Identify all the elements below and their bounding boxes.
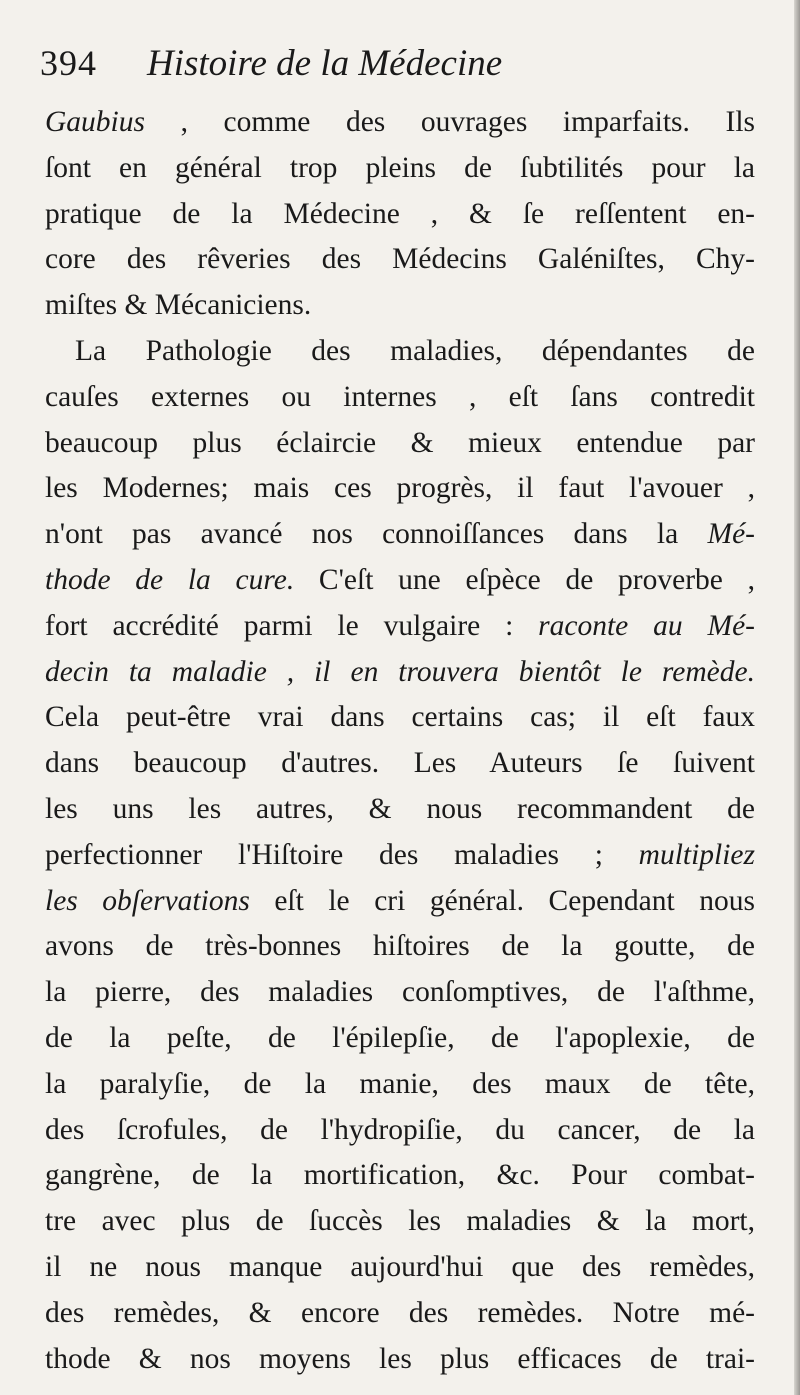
- text-line: [45, 192, 755, 238]
- text-run: dans beaucoup d'autres. Les Auteurs ſe ſuivent: [45, 747, 755, 780]
- text-line: [45, 650, 755, 696]
- text-line: [45, 1245, 755, 1291]
- text-run: Cela peut-être vrai dans certains cas; il eſt faux: [45, 701, 755, 734]
- text-run: La Pathologie des maladies, dépendantes de: [75, 334, 755, 367]
- text-line: [45, 970, 755, 1016]
- text-run: perfectionner l'Hiſtoire des maladies ;: [45, 838, 639, 871]
- text-line: [45, 833, 755, 879]
- text-line: [45, 741, 755, 787]
- italic-text: thode de la cure.: [45, 563, 295, 596]
- text-line: [45, 879, 755, 925]
- text-line: [45, 146, 755, 192]
- text-run: thode & nos moyens les plus efficaces de trai-: [45, 1342, 755, 1375]
- text-run: eſt le cri général. Cependant nous: [249, 884, 755, 917]
- italic-text: raconte au Mé-: [538, 609, 755, 642]
- text-run: les uns les autres, & nous recommandent de: [45, 792, 755, 825]
- page-number: 394: [40, 43, 97, 83]
- italic-text: decin ta maladie , il en trouvera bientôt le remède.: [45, 655, 755, 688]
- body-text: [45, 100, 755, 1382]
- text-line: [45, 924, 755, 970]
- text-line: [45, 1291, 755, 1337]
- text-line: [45, 1108, 755, 1154]
- text-line: [45, 1016, 755, 1062]
- italic-text: les obſervations: [45, 884, 250, 917]
- text-run: beaucoup plus éclaircie & mieux entendue par: [45, 426, 755, 459]
- text-run: les Modernes; mais ces progrès, il faut l'avouer ,: [45, 472, 755, 505]
- text-run: la pierre, des maladies conſomptives, de l'aſthme,: [45, 976, 755, 1009]
- text-line: [45, 787, 755, 833]
- text-run: miſtes & Mécaniciens.: [45, 289, 312, 322]
- text-run: des ſcrofules, de l'hydropiſie, du cancer, de la: [45, 1113, 755, 1146]
- italic-text: Mé-: [707, 518, 755, 551]
- text-run: la paralyſie, de la manie, des maux de tête,: [45, 1067, 755, 1100]
- running-title: Histoire de la Médecine: [147, 43, 503, 84]
- italic-text: multipliez: [638, 838, 755, 871]
- text-line: [45, 421, 755, 467]
- italic-text: Gaubius: [45, 106, 145, 138]
- text-line: [45, 466, 755, 512]
- text-run: cauſes externes ou internes , eſt ſans contredit: [45, 380, 755, 413]
- text-run: de la peſte, de l'épilepſie, de l'apoplexie, de: [45, 1021, 755, 1054]
- text-line: [45, 375, 755, 421]
- text-run: tre avec plus de ſuccès les maladies & la mort,: [45, 1205, 755, 1238]
- text-line: [45, 329, 755, 375]
- text-line: [45, 1153, 755, 1199]
- page-header: [40, 42, 740, 92]
- text-run: n'ont pas avancé nos connoiſſances dans la: [45, 518, 708, 551]
- text-line: [45, 512, 755, 558]
- text-line: [45, 283, 755, 329]
- text-line: [45, 695, 755, 741]
- text-run: avons de très-bonnes hiſtoires de la goutte, de: [45, 930, 755, 963]
- text-run: fort accrédité parmi le vulgaire :: [45, 609, 539, 642]
- text-line: [45, 1337, 755, 1383]
- text-run: core des rêveries des Médecins Galéniſtes, Chy-: [45, 243, 755, 276]
- text-line: [45, 1199, 755, 1245]
- text-line: [45, 604, 755, 650]
- text-line: [45, 1062, 755, 1108]
- text-run: ſont en général trop pleins de ſubtilités pour la: [45, 151, 755, 184]
- text-run: C'eſt une eſpèce de proverbe ,: [294, 563, 755, 596]
- text-line: [45, 558, 755, 604]
- text-run: , comme des ouvrages imparfaits. Ils: [144, 106, 755, 138]
- text-run: des remèdes, & encore des remèdes. Notre mé-: [45, 1296, 755, 1329]
- text-line: [45, 237, 755, 283]
- text-run: il ne nous manque aujourd'hui que des remèdes,: [45, 1250, 755, 1283]
- text-run: pratique de la Médecine , & ſe reſſentent en-: [45, 197, 755, 230]
- text-line: [45, 100, 755, 146]
- text-run: gangrène, de la mortification, &c. Pour combat-: [45, 1159, 755, 1192]
